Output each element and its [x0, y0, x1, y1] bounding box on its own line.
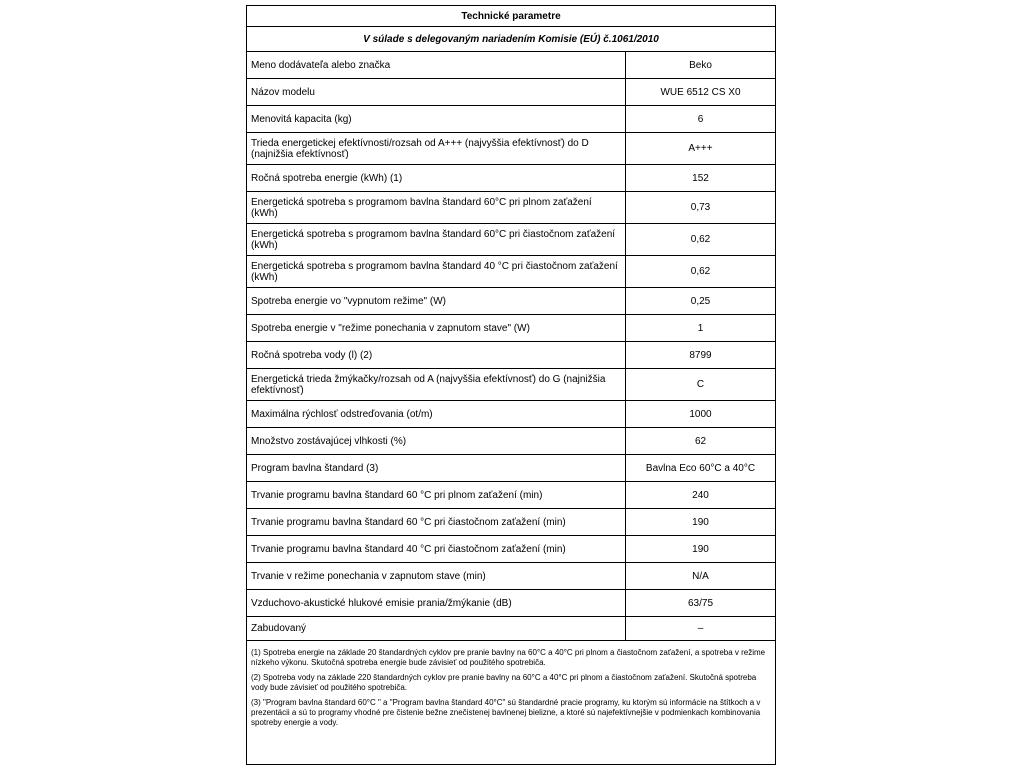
row-label: Vzduchovo-akustické hlukové emisie prania/žmýkanie (dB)	[247, 590, 626, 616]
table-row	[247, 315, 775, 342]
row-value: 0,73	[690, 202, 711, 213]
table-row	[247, 165, 775, 192]
regulation-subtitle: V súlade s delegovaným nariadením Komisie (EÚ) č.1061/2010	[247, 27, 775, 52]
footnotes	[251, 648, 769, 733]
row-value: 63/75	[687, 597, 714, 609]
row-value: 190	[692, 543, 709, 555]
row-label: Trvanie programu bavlna štandard 60 °C pri čiastočnom zaťažení (min)	[247, 509, 626, 535]
row-label: Energetická spotreba s programom bavlna štandard 60°C pri plnom zaťažení (kWh)	[247, 192, 626, 223]
row-value: Beko	[689, 59, 712, 71]
table-row	[247, 369, 775, 401]
table-row	[247, 455, 775, 482]
row-value: WUE 6512 CS X0	[660, 86, 741, 98]
row-label: Množstvo zostávajúcej vlhkosti (%)	[247, 428, 626, 454]
table-row	[247, 590, 775, 617]
parameters-table	[247, 52, 775, 641]
technical-parameters-sheet	[246, 5, 776, 765]
row-label: Zabudovaný	[247, 617, 626, 640]
row-value: 62	[694, 435, 707, 447]
row-label: Menovitá kapacita (kg)	[247, 106, 626, 132]
row-value: C	[696, 379, 705, 390]
table-row	[247, 224, 775, 256]
table-row	[247, 342, 775, 369]
table-row	[247, 563, 775, 590]
row-label: Spotreba energie v "režime ponechania v zapnutom stave" (W)	[247, 315, 626, 341]
row-label: Energetická spotreba s programom bavlna štandard 60°C pri čiastočnom zaťažení (kWh)	[247, 224, 626, 255]
row-label: Program bavlna štandard (3)	[247, 455, 626, 481]
row-label: Trieda energetickej efektívnosti/rozsah od A+++ (najvyššia efektívnosť) do D (najnižšia efektívnosť)	[247, 133, 626, 164]
table-row	[247, 133, 775, 165]
row-label: Energetická trieda žmýkačky/rozsah od A (najvyššia efektívnosť) do G (najnižšia efektívnosť)	[247, 369, 626, 400]
table-row	[247, 536, 775, 563]
row-label: Trvanie programu bavlna štandard 60 °C pri plnom zaťažení (min)	[247, 482, 626, 508]
table-row	[247, 106, 775, 133]
footnote: (3) "Program bavlna štandard 60°C " a "Program bavlna štandard 40°C" sú štandardné pracie programy, ku ktorým sú informácie na štítkoch a v prezentácii a sú to programy vhodné pre čistenie bežne znečistenej bavlnenej bielizne, a ktoré sú najefektívnejšie v podmienkach kombinovania spotreby energie a vody.	[251, 698, 761, 727]
row-label: Spotreba energie vo "vypnutom režime" (W)	[247, 288, 626, 314]
row-label: Energetická spotreba s programom bavlna štandard 40 °C pri čiastočnom zaťažení (kWh)	[247, 256, 626, 287]
table-row	[247, 482, 775, 509]
table-row	[247, 509, 775, 536]
row-value: N/A	[692, 570, 709, 582]
row-label: Trvanie v režime ponechania v zapnutom stave (min)	[247, 563, 626, 589]
row-label: Ročná spotreba vody (l) (2)	[247, 342, 626, 368]
row-label: Ročná spotreba energie (kWh) (1)	[247, 165, 626, 191]
footnote: (1) Spotreba energie na základe 20 štandardných cyklov pre pranie bavlny na 60°C a 40°C pri plnom a čiastočnom zaťažení, a spotreba v režime nízkeho výkonu. Skutočná spotreba energie bude závisieť od použitého spotrebiča.	[251, 648, 766, 667]
row-value: 1000	[689, 408, 712, 420]
table-row	[247, 401, 775, 428]
row-value: 240	[692, 489, 709, 501]
table-row	[247, 79, 775, 106]
row-value: 152	[692, 172, 709, 184]
row-value: 1	[697, 322, 704, 334]
row-label: Názov modelu	[247, 79, 626, 105]
row-label: Maximálna rýchlosť odstreďovania (ot/m)	[247, 401, 626, 427]
row-value: Bavlna Eco 60°C a 40°C	[645, 462, 756, 474]
table-row	[247, 52, 775, 79]
row-value: 6	[697, 113, 704, 125]
row-value: 0,62	[690, 234, 711, 245]
row-label: Trvanie programu bavlna štandard 40 °C pri čiastočnom zaťažení (min)	[247, 536, 626, 562]
row-value: 0,62	[690, 266, 711, 277]
row-value: –	[697, 623, 704, 634]
row-label: Meno dodávateľa alebo značka	[247, 52, 626, 78]
table-row	[247, 428, 775, 455]
sheet-title: Technické parametre	[247, 6, 775, 27]
row-value: 0,25	[690, 295, 711, 307]
row-value: A+++	[688, 143, 713, 154]
row-value: 8799	[689, 349, 712, 361]
table-row	[247, 256, 775, 288]
table-row	[247, 192, 775, 224]
footnote: (2) Spotreba vody na základe 220 štandardných cyklov pre pranie bavlny na 60°C a 40°C pri plnom a čiastočnom zaťažení. Skutočná spotreba vody bude závisieť od použitého spotrebiča.	[251, 673, 757, 692]
row-value: 190	[692, 516, 709, 528]
table-row	[247, 617, 775, 641]
table-row	[247, 288, 775, 315]
